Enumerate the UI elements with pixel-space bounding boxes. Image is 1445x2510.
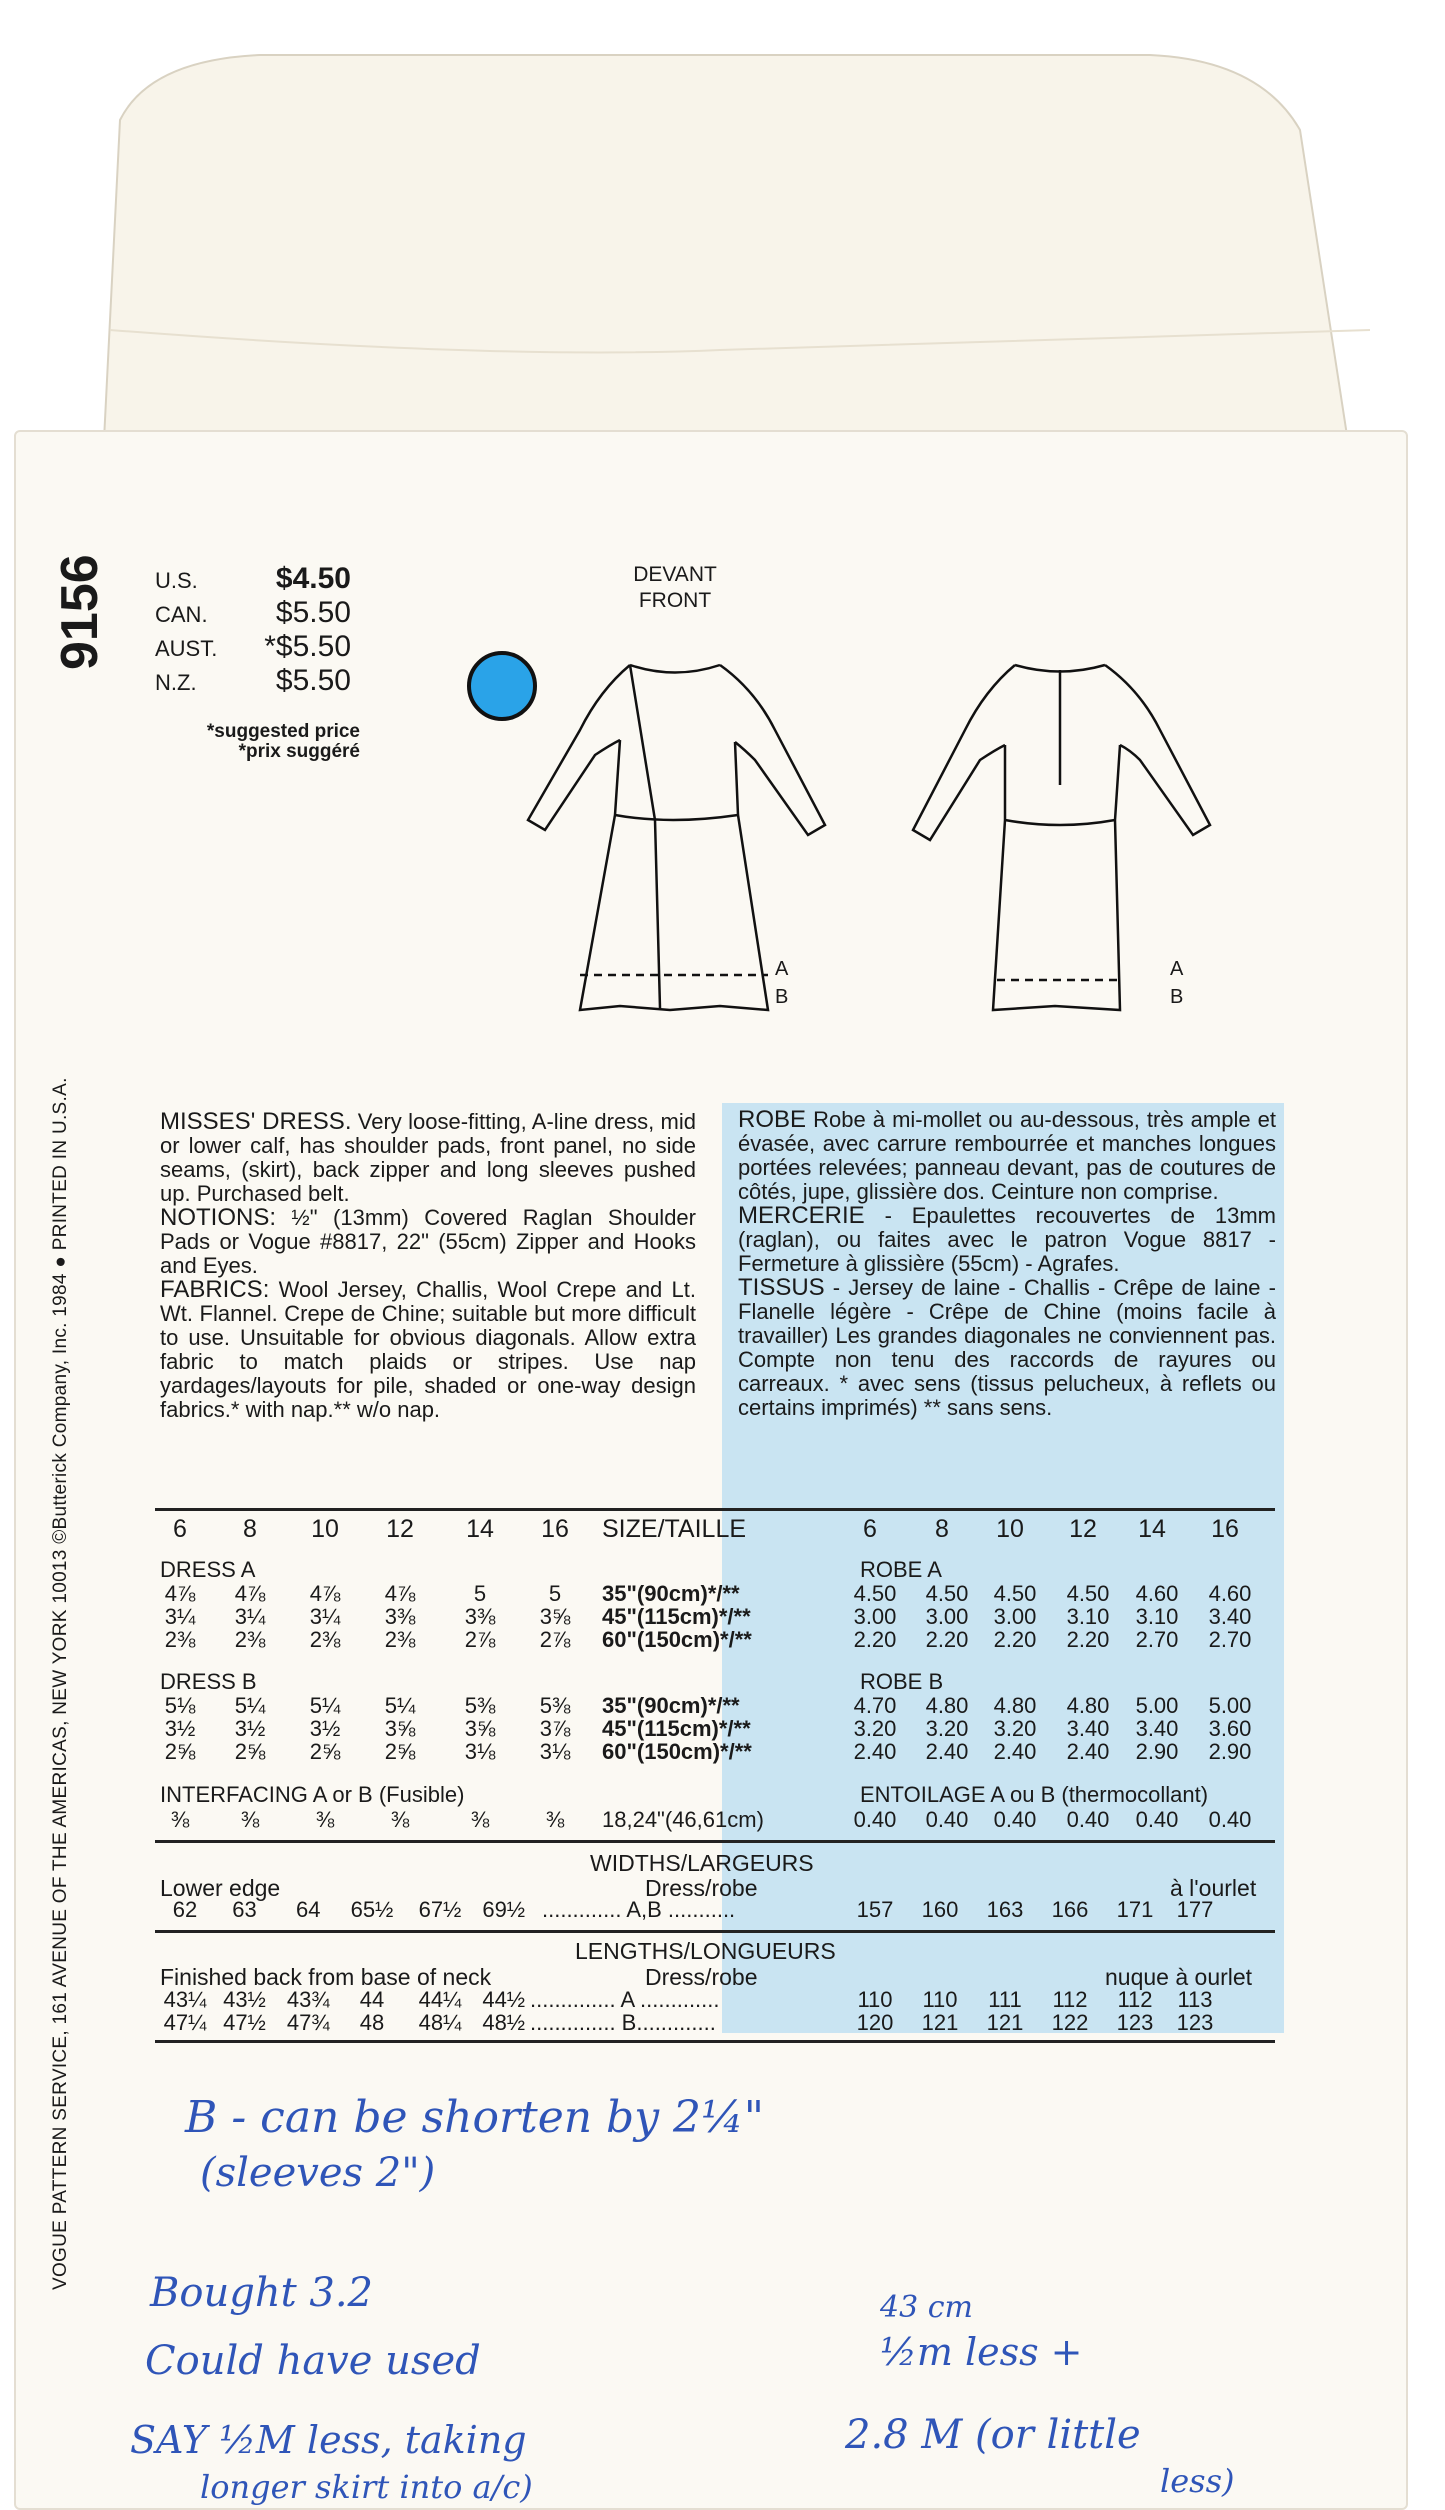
front-label: DEVANT FRONT bbox=[633, 563, 717, 612]
table-cell: ............. A,B ........... bbox=[542, 1897, 736, 1922]
table-cell: 35"(90cm)*/** bbox=[602, 1581, 740, 1606]
price-list bbox=[155, 562, 351, 698]
table-cell: 67½ bbox=[418, 1897, 462, 1922]
table-cell: INTERFACING A or B (Fusible) bbox=[160, 1782, 465, 1807]
table-cell: ⅜ bbox=[315, 1807, 335, 1832]
table-cell: 2.40 bbox=[1066, 1739, 1110, 1764]
table-rule bbox=[155, 1840, 1275, 1843]
table-cell: 3⅞ bbox=[539, 1716, 571, 1741]
handwritten-note: SAY ½M less, taking bbox=[130, 2418, 527, 2462]
table-cell: 2.20 bbox=[925, 1627, 969, 1652]
table-cell: 4.50 bbox=[993, 1581, 1037, 1606]
table-cell: 4.70 bbox=[853, 1693, 897, 1718]
table-cell: 3.40 bbox=[1208, 1604, 1252, 1629]
table-cell: 3.20 bbox=[853, 1716, 897, 1741]
description-french: ROBE Robe à mi-mollet ou au-dessous, très ample et évasée, avec carrure rembourrée et manches longues portées relevées; panneau devant, pas de coutures de côtés, jupe, glissière dos. Ceinture non comprise. MERCERIE - Epaulettes recouvertes de 13mm (raglan), ou faites avec le patron Vogue 8817 - Fermeture à glissière (55cm) - Agrafes. TISSUS - Jersey de laine - Challis - Crêpe de laine - Flanelle légère - Crêpe de Chine (moins facile à travailler) Les grandes diagonales ne conviennent pas. Compte non tenu des raccords de rayures ou carreaux. * avec sens (tissus pelucheux, à reflets ou certains imprimés) ** sans sens. bbox=[738, 1106, 1276, 1420]
table-cell: 121 bbox=[986, 2010, 1024, 2035]
table-cell: 48 bbox=[359, 2010, 385, 2035]
table-cell: 0.40 bbox=[925, 1807, 969, 1832]
handwritten-note: Bought 3.2 bbox=[150, 2270, 374, 2316]
table-cell: 3.60 bbox=[1208, 1716, 1252, 1741]
table-cell: 2.20 bbox=[993, 1627, 1037, 1652]
table-cell: 3⅝ bbox=[464, 1716, 496, 1741]
table-cell: 112 bbox=[1117, 1987, 1153, 2012]
table-cell: 5 bbox=[548, 1581, 562, 1606]
imprint-text: VOGUE PATTERN SERVICE, 161 AVENUE OF THE AMERICAS, NEW YORK 10013 ©Butterick Company, Inc. 1984 ● PRINTED IN U.S.A. bbox=[50, 1077, 71, 2290]
table-cell: 4.80 bbox=[1066, 1693, 1110, 1718]
handwritten-note: longer skirt into a/c) bbox=[200, 2468, 533, 2506]
table-cell: 47¼ bbox=[163, 2010, 207, 2035]
view-marks-front: A B bbox=[775, 958, 789, 1008]
table-cell: 2.90 bbox=[1208, 1739, 1252, 1764]
table-cell: 3.40 bbox=[1135, 1716, 1179, 1741]
description-english: MISSES' DRESS. Very loose-fitting, A-line dress, mid or lower calf, has shoulder pads, front panel, no side seams, (skirt), back zipper and long sleeves pushed up. Purchased belt. NOTIONS: ½" (13mm) Covered Raglan Shoulder Pads or Vogue #8817, 22" (55cm) Zipper and Hooks and Eyes. FABRICS: Wool Jersey, Challis, Wool Crepe and Lt. Wt. Flannel. Crepe de Chine; suitable but more difficult to use. Unsuitable for obvious diagonals. Allow extra fabric to match plaids or stripes. Use nap yardages/layouts for pile, shaded or one-way design fabrics.* with nap.** w/o nap. bbox=[160, 1108, 696, 1422]
table-cell: 64 bbox=[296, 1897, 321, 1922]
table-cell: 4.50 bbox=[853, 1581, 897, 1606]
table-cell: 18,24"(46,61cm) bbox=[602, 1807, 764, 1832]
table-cell: 171 bbox=[1116, 1897, 1154, 1922]
table-cell: 122 bbox=[1051, 2010, 1089, 2035]
table-cell: .............. A ............. bbox=[530, 1987, 720, 2012]
table-cell: 111 bbox=[988, 1987, 1022, 2012]
table-cell: 45"(115cm)*/** bbox=[602, 1604, 751, 1629]
table-cell: 3¼ bbox=[309, 1604, 341, 1629]
table-cell: 163 bbox=[986, 1897, 1024, 1922]
handwritten-note: (sleeves 2") bbox=[200, 2150, 436, 2196]
table-cell: 5⅛ bbox=[164, 1693, 196, 1718]
lengths-title: LENGTHS/LONGUEURS bbox=[575, 1938, 836, 1964]
table-cell: ⅜ bbox=[545, 1807, 565, 1832]
table-cell: 5 bbox=[473, 1581, 487, 1606]
handwritten-note: Could have used bbox=[145, 2338, 481, 2384]
table-cell: 43¾ bbox=[286, 1987, 330, 2012]
table-cell: SIZE/TAILLE bbox=[602, 1515, 747, 1543]
table-cell: 3⅜ bbox=[384, 1604, 416, 1629]
table-cell: 43½ bbox=[223, 1987, 266, 2012]
suggested-price-note: *suggested price *prix suggéré bbox=[206, 721, 360, 762]
widths-title: WIDTHS/LARGEURS bbox=[590, 1850, 814, 1876]
table-cell: 12 bbox=[1069, 1515, 1097, 1543]
table-cell: 3.10 bbox=[1135, 1604, 1179, 1629]
table-cell: 123 bbox=[1116, 2010, 1154, 2035]
table-cell: 69½ bbox=[482, 1897, 526, 1922]
table-cell: 60"(150cm)*/** bbox=[602, 1627, 752, 1652]
table-cell: 0.40 bbox=[993, 1807, 1037, 1832]
handwritten-note: ½m less + bbox=[880, 2330, 1083, 2374]
table-cell: 0.40 bbox=[1208, 1807, 1252, 1832]
table-cell: 2⅝ bbox=[384, 1739, 416, 1764]
handwritten-note: less) bbox=[1160, 2462, 1235, 2500]
table-cell: 2.20 bbox=[853, 1627, 897, 1652]
table-cell: 120 bbox=[856, 2010, 894, 2035]
table-cell: ROBE B bbox=[860, 1669, 944, 1694]
table-cell: 2⅞ bbox=[539, 1627, 571, 1652]
table-cell: 3⅛ bbox=[539, 1739, 571, 1764]
table-cell: .............. B............. bbox=[530, 2010, 716, 2035]
table-cell: 63 bbox=[232, 1897, 257, 1922]
view-marks-back: A B bbox=[1170, 958, 1184, 1008]
table-cell: 43¼ bbox=[163, 1987, 207, 2012]
table-cell: ENTOILAGE A ou B (thermocollant) bbox=[860, 1782, 1209, 1807]
table-cell: 4.60 bbox=[1208, 1581, 1252, 1606]
table-cell: 10 bbox=[996, 1515, 1024, 1543]
table-cell: 3.10 bbox=[1066, 1604, 1110, 1629]
table-cell: 2.20 bbox=[1066, 1627, 1110, 1652]
table-cell: 8 bbox=[243, 1515, 257, 1543]
table-cell: 4⅞ bbox=[234, 1581, 266, 1606]
table-cell: 4.80 bbox=[925, 1693, 969, 1718]
table-cell: 4.50 bbox=[1066, 1581, 1110, 1606]
table-cell: 16 bbox=[541, 1515, 569, 1543]
table-cell: 44¼ bbox=[418, 1987, 462, 2012]
table-cell: 6 bbox=[173, 1515, 187, 1543]
table-cell: 2⅜ bbox=[309, 1627, 341, 1652]
table-rule bbox=[155, 2040, 1275, 2043]
table-cell: 2⅜ bbox=[234, 1627, 266, 1652]
handwritten-note: 43 cm bbox=[880, 2290, 973, 2325]
table-cell: ⅜ bbox=[470, 1807, 490, 1832]
price-row: N.Z. $5.50 bbox=[155, 664, 351, 697]
table-cell: 5¼ bbox=[309, 1693, 341, 1718]
table-cell: 4.60 bbox=[1135, 1581, 1179, 1606]
table-cell: 160 bbox=[921, 1897, 959, 1922]
table-cell: 5⅜ bbox=[464, 1693, 496, 1718]
table-rule bbox=[155, 1930, 1275, 1933]
dress-front-sketch bbox=[520, 650, 840, 1030]
table-cell: 44½ bbox=[482, 1987, 526, 2012]
table-cell: 3.00 bbox=[853, 1604, 897, 1629]
price-row: AUST. *$5.50 bbox=[155, 630, 351, 663]
price-row: U.S. $4.50 bbox=[155, 562, 351, 595]
table-cell: 48¼ bbox=[418, 2010, 462, 2035]
table-rule bbox=[155, 1508, 1275, 1511]
table-cell: 3⅝ bbox=[539, 1604, 571, 1629]
table-cell: 2.70 bbox=[1208, 1627, 1252, 1652]
table-cell: 0.40 bbox=[1135, 1807, 1179, 1832]
table-cell: 2⅜ bbox=[384, 1627, 416, 1652]
table-cell: ⅜ bbox=[240, 1807, 260, 1832]
table-cell: 45"(115cm)*/** bbox=[602, 1716, 751, 1741]
table-cell: 2.40 bbox=[925, 1739, 969, 1764]
table-cell: 3¼ bbox=[234, 1604, 266, 1629]
table-cell: 14 bbox=[466, 1515, 494, 1543]
table-cell: 3¼ bbox=[164, 1604, 196, 1629]
table-cell: 2⅝ bbox=[309, 1739, 341, 1764]
table-cell: ⅜ bbox=[390, 1807, 410, 1832]
table-cell: 110 bbox=[857, 1987, 893, 2012]
table-cell: 2.70 bbox=[1135, 1627, 1179, 1652]
table-cell: 123 bbox=[1176, 2010, 1214, 2035]
table-cell: 14 bbox=[1138, 1515, 1166, 1543]
table-cell: 3.40 bbox=[1066, 1716, 1110, 1741]
table-cell: 3½ bbox=[164, 1716, 196, 1741]
table-cell: 8 bbox=[935, 1515, 949, 1543]
table-cell: 113 bbox=[1177, 1987, 1213, 2012]
table-cell: 62 bbox=[172, 1897, 198, 1922]
table-cell: 12 bbox=[386, 1515, 414, 1543]
table-cell: 5.00 bbox=[1208, 1693, 1252, 1718]
table-cell: 3.00 bbox=[925, 1604, 969, 1629]
table-cell: 3.20 bbox=[993, 1716, 1037, 1741]
table-cell: 3.20 bbox=[925, 1716, 969, 1741]
table-cell: 4⅞ bbox=[384, 1581, 416, 1606]
table-cell: 0.40 bbox=[853, 1807, 897, 1832]
table-cell: 16 bbox=[1211, 1515, 1239, 1543]
table-cell: 110 bbox=[922, 1987, 958, 2012]
table-cell: 2⅜ bbox=[164, 1627, 196, 1652]
table-cell: 2⅞ bbox=[464, 1627, 496, 1652]
table-cell: 2.40 bbox=[853, 1739, 897, 1764]
table-cell: 5¼ bbox=[384, 1693, 416, 1718]
table-cell: 44 bbox=[359, 1987, 385, 2012]
table-cell: 177 bbox=[1176, 1897, 1214, 1922]
table-cell: 48½ bbox=[482, 2010, 526, 2035]
table-cell: 2.90 bbox=[1135, 1739, 1179, 1764]
table-cell: 5¼ bbox=[234, 1693, 266, 1718]
table-cell: 0.40 bbox=[1066, 1807, 1110, 1832]
table-cell: 47½ bbox=[223, 2010, 266, 2035]
handwritten-note: 2.8 M (or little bbox=[845, 2412, 1141, 2458]
table-cell: 60"(150cm)*/** bbox=[602, 1739, 752, 1764]
table-cell: 112 bbox=[1052, 1987, 1088, 2012]
table-cell: 47¾ bbox=[286, 2010, 330, 2035]
table-cell: 157 bbox=[856, 1897, 894, 1922]
table-cell: 3½ bbox=[234, 1716, 266, 1741]
table-cell: DRESS B bbox=[160, 1669, 257, 1694]
table-cell: 3⅛ bbox=[464, 1739, 496, 1764]
table-cell: DRESS A bbox=[160, 1557, 256, 1582]
table-cell: 3.00 bbox=[993, 1604, 1037, 1629]
table-cell: 3⅜ bbox=[464, 1604, 496, 1629]
table-cell: 10 bbox=[311, 1515, 339, 1543]
table-cell: 166 bbox=[1051, 1897, 1089, 1922]
table-cell: 65½ bbox=[350, 1897, 394, 1922]
table-cell: 4⅞ bbox=[164, 1581, 196, 1606]
price-row: CAN. $5.50 bbox=[155, 596, 351, 629]
side-imprint bbox=[50, 1077, 72, 2290]
table-cell: 121 bbox=[921, 2010, 959, 2035]
table-cell: 5.00 bbox=[1135, 1693, 1179, 1718]
table-cell: 2.40 bbox=[993, 1739, 1037, 1764]
pattern-number: 9156 bbox=[51, 554, 109, 670]
table-cell: ROBE A bbox=[860, 1557, 942, 1582]
table-cell: 6 bbox=[863, 1515, 877, 1543]
table-cell: 3⅝ bbox=[384, 1716, 416, 1741]
table-cell: 35"(90cm)*/** bbox=[602, 1693, 740, 1718]
table-cell: 2⅝ bbox=[164, 1739, 196, 1764]
table-cell: 3½ bbox=[309, 1716, 341, 1741]
table-cell: 5⅜ bbox=[539, 1693, 571, 1718]
table-cell: ⅜ bbox=[170, 1807, 190, 1832]
table-cell: 4.80 bbox=[993, 1693, 1037, 1718]
table-cell: 4.50 bbox=[925, 1581, 969, 1606]
handwritten-note: B - can be shorten by 2¼" bbox=[185, 2092, 764, 2143]
table-cell: 2⅝ bbox=[234, 1739, 266, 1764]
table-cell: 4⅞ bbox=[309, 1581, 341, 1606]
